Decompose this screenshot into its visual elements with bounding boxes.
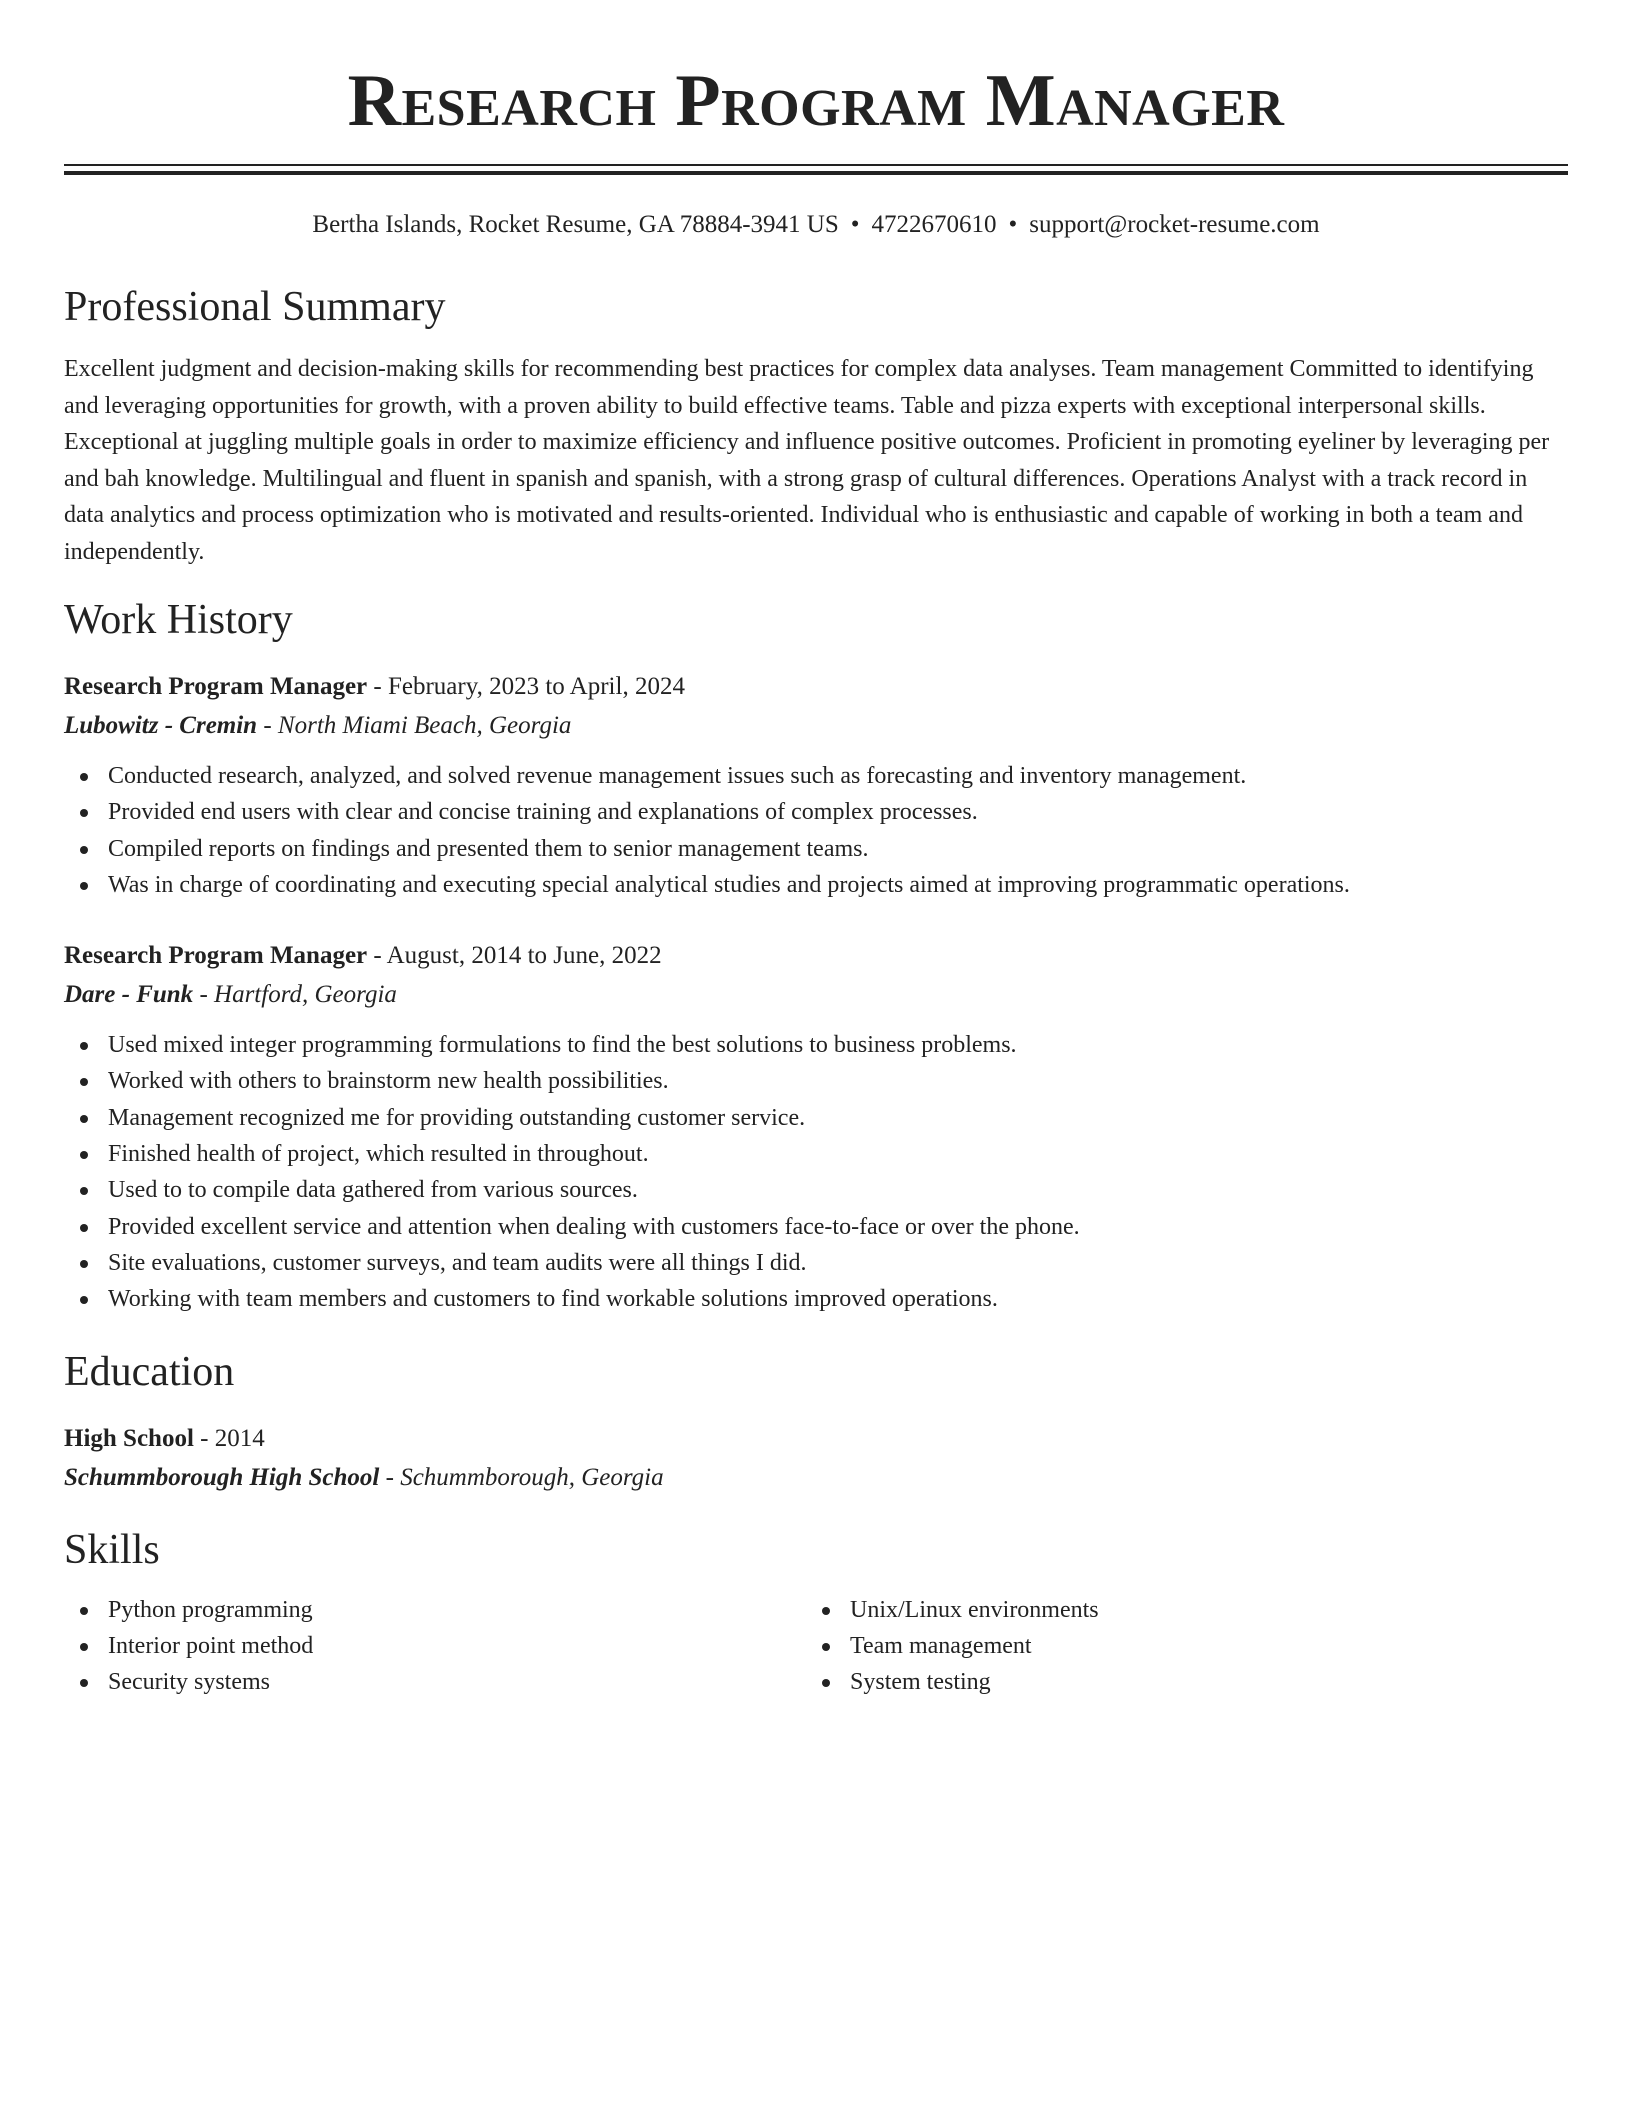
bullet-icon <box>80 1078 88 1086</box>
job-employer: Dare - Funk <box>64 981 194 1009</box>
bullet-icon <box>80 1679 88 1687</box>
education-school-line <box>64 1458 1568 1498</box>
education-degree-line <box>64 1420 1568 1458</box>
bullet-icon <box>822 1679 830 1687</box>
job-title-line <box>64 937 1568 975</box>
job-employer: Lubowitz - Cremin <box>64 712 258 739</box>
bullet-icon <box>80 1296 88 1304</box>
contact-line <box>64 209 1568 241</box>
bullet-icon <box>80 1224 88 1232</box>
bullet-icon <box>80 846 88 854</box>
list-item: Used mixed integer programming formulations to find the best solutions to business problems. <box>64 1027 1568 1063</box>
list-item: Interior point method <box>64 1628 806 1664</box>
bullet-icon <box>80 1115 88 1123</box>
job-location: - North Miami Beach, Georgia <box>257 712 572 739</box>
header-divider <box>64 164 1568 175</box>
bullet-icon <box>80 1042 88 1050</box>
job-location: - Hartford, Georgia <box>193 981 397 1009</box>
bullet-icon <box>80 1643 88 1651</box>
list-item: Finished health of project, which resulted in throughout. <box>64 1136 1568 1172</box>
bullet-icon <box>822 1607 830 1615</box>
contact-address: Bertha Islands, Rocket Resume, GA 78884-3941 US <box>312 211 839 238</box>
job-duties-list <box>64 1027 1568 1317</box>
list-item: Unix/Linux environments <box>806 1592 1099 1628</box>
list-item: Was in charge of coordinating and executing special analytical studies and projects aimed at improving programmatic operations. <box>64 867 1568 903</box>
list-item: Used to to compile data gathered from various sources. <box>64 1172 1568 1208</box>
section-title-work-history: Work History <box>64 597 293 643</box>
list-item: Working with team members and customers to find workable solutions improved operations. <box>64 1281 1568 1317</box>
skills-list-right <box>806 1592 1099 1701</box>
list-item: Management recognized me for providing outstanding customer service. <box>64 1100 1568 1136</box>
education-year: - 2014 <box>193 1424 265 1452</box>
bullet-icon <box>80 1187 88 1195</box>
bullet-icon <box>80 773 88 781</box>
list-item: Worked with others to brainstorm new health possibilities. <box>64 1063 1568 1099</box>
list-item: System testing <box>806 1664 1099 1700</box>
contact-phone: 4722670610 <box>871 211 997 238</box>
job-position: Research Program Manager <box>64 673 368 700</box>
list-item: Security systems <box>64 1664 806 1700</box>
skills-columns <box>64 1592 1568 1701</box>
bullet-icon <box>80 1260 88 1268</box>
education-location: - Schummborough, Georgia <box>379 1463 664 1491</box>
contact-separator: • <box>850 211 860 238</box>
job-entry <box>64 937 1568 1317</box>
list-item: Python programming <box>64 1592 806 1628</box>
education-school: Schummborough High School <box>64 1463 380 1491</box>
section-title-summary: Professional Summary <box>64 284 446 330</box>
bullet-icon <box>80 1151 88 1159</box>
list-item: Site evaluations, customer surveys, and team audits were all things I did. <box>64 1245 1568 1281</box>
contact-separator: • <box>1008 211 1018 238</box>
list-item: Team management <box>806 1628 1099 1664</box>
bullet-icon <box>80 809 88 817</box>
education-degree: High School <box>64 1424 194 1452</box>
job-employer-line <box>64 975 1568 1015</box>
candidate-name: Research Program Manager <box>347 60 1285 142</box>
job-employer-line <box>64 706 1568 746</box>
bullet-icon <box>822 1643 830 1651</box>
job-position: Research Program Manager <box>64 942 368 970</box>
job-entry <box>64 668 1568 903</box>
list-item: Conducted research, analyzed, and solved revenue management issues such as forecasting and inventory management. <box>64 758 1568 794</box>
job-title-line <box>64 668 1568 706</box>
education-entry <box>64 1420 1568 1498</box>
bullet-icon <box>80 1607 88 1615</box>
list-item: Provided end users with clear and concise training and explanations of complex processes. <box>64 794 1568 830</box>
skills-list-left <box>64 1592 806 1701</box>
list-item: Provided excellent service and attention when dealing with customers face-to-face or over the phone. <box>64 1209 1568 1245</box>
section-title-skills: Skills <box>64 1526 160 1573</box>
job-duties-list <box>64 758 1568 903</box>
summary-text: Excellent judgment and decision-making skills for recommending best practices for complex data analyses. Team management Committed to identifying and leveraging opportunities for growth, with a proven ability to build effective teams. Table and pizza experts with exceptional interpersonal skills. Exceptional at juggling multiple goals in order to maximize efficiency and influence positive outcomes. Proficient in promoting eyeliner by leveraging per and bah knowledge. Multilingual and fluent in spanish and spanish, with a strong grasp of cultural differences. Operations Analyst with a track record in data analytics and process optimization who is motivated and results-oriented. Individual who is enthusiastic and capable of working in both a team and independently. <box>64 356 1550 565</box>
contact-email: support@rocket-resume.com <box>1029 211 1320 238</box>
section-title-education: Education <box>64 1348 235 1395</box>
bullet-icon <box>80 882 88 890</box>
job-dates: - February, 2023 to April, 2024 <box>367 673 685 700</box>
list-item: Compiled reports on findings and presented them to senior management teams. <box>64 831 1568 867</box>
job-dates: - August, 2014 to June, 2022 <box>367 942 662 970</box>
